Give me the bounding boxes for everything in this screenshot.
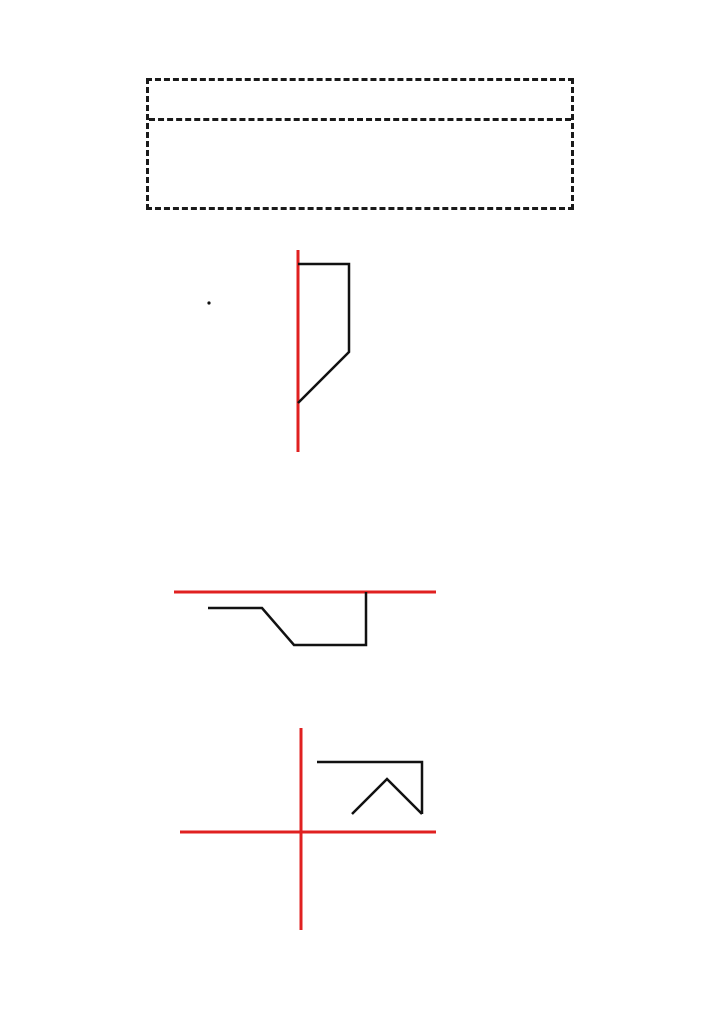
answer-divider <box>149 118 571 121</box>
exercise-1-line-4 <box>442 398 582 432</box>
exercise-3-line-3 <box>440 816 580 850</box>
exercise-1-line-2 <box>442 330 582 364</box>
grid-exercise-1[interactable] <box>174 250 436 452</box>
shape-polyline-top <box>317 762 422 814</box>
exercise-3-line-2 <box>440 782 580 816</box>
exercise-3-line-1 <box>440 748 580 782</box>
dot-mark <box>207 301 210 304</box>
exercise-1-line-1 <box>442 296 582 330</box>
shape-polyline <box>298 264 349 403</box>
exercise-3-text <box>440 748 580 918</box>
exercise-3-line-4 <box>440 850 580 884</box>
exercise-2-text <box>436 530 576 632</box>
shape-polyline-peak <box>352 779 422 814</box>
exercise-2-line-2 <box>436 564 576 598</box>
exercise-1-line-3 <box>442 364 582 398</box>
grid-exercise-2[interactable] <box>174 488 436 690</box>
answer-box[interactable] <box>146 78 574 210</box>
grid-exercise-3[interactable] <box>180 728 436 930</box>
exercise-3-line-5 <box>440 884 580 918</box>
exercise-1-text <box>442 296 582 432</box>
shape-polyline <box>208 592 366 645</box>
exercise-2-line-3 <box>436 598 576 632</box>
exercise-2-line-1 <box>436 530 576 564</box>
